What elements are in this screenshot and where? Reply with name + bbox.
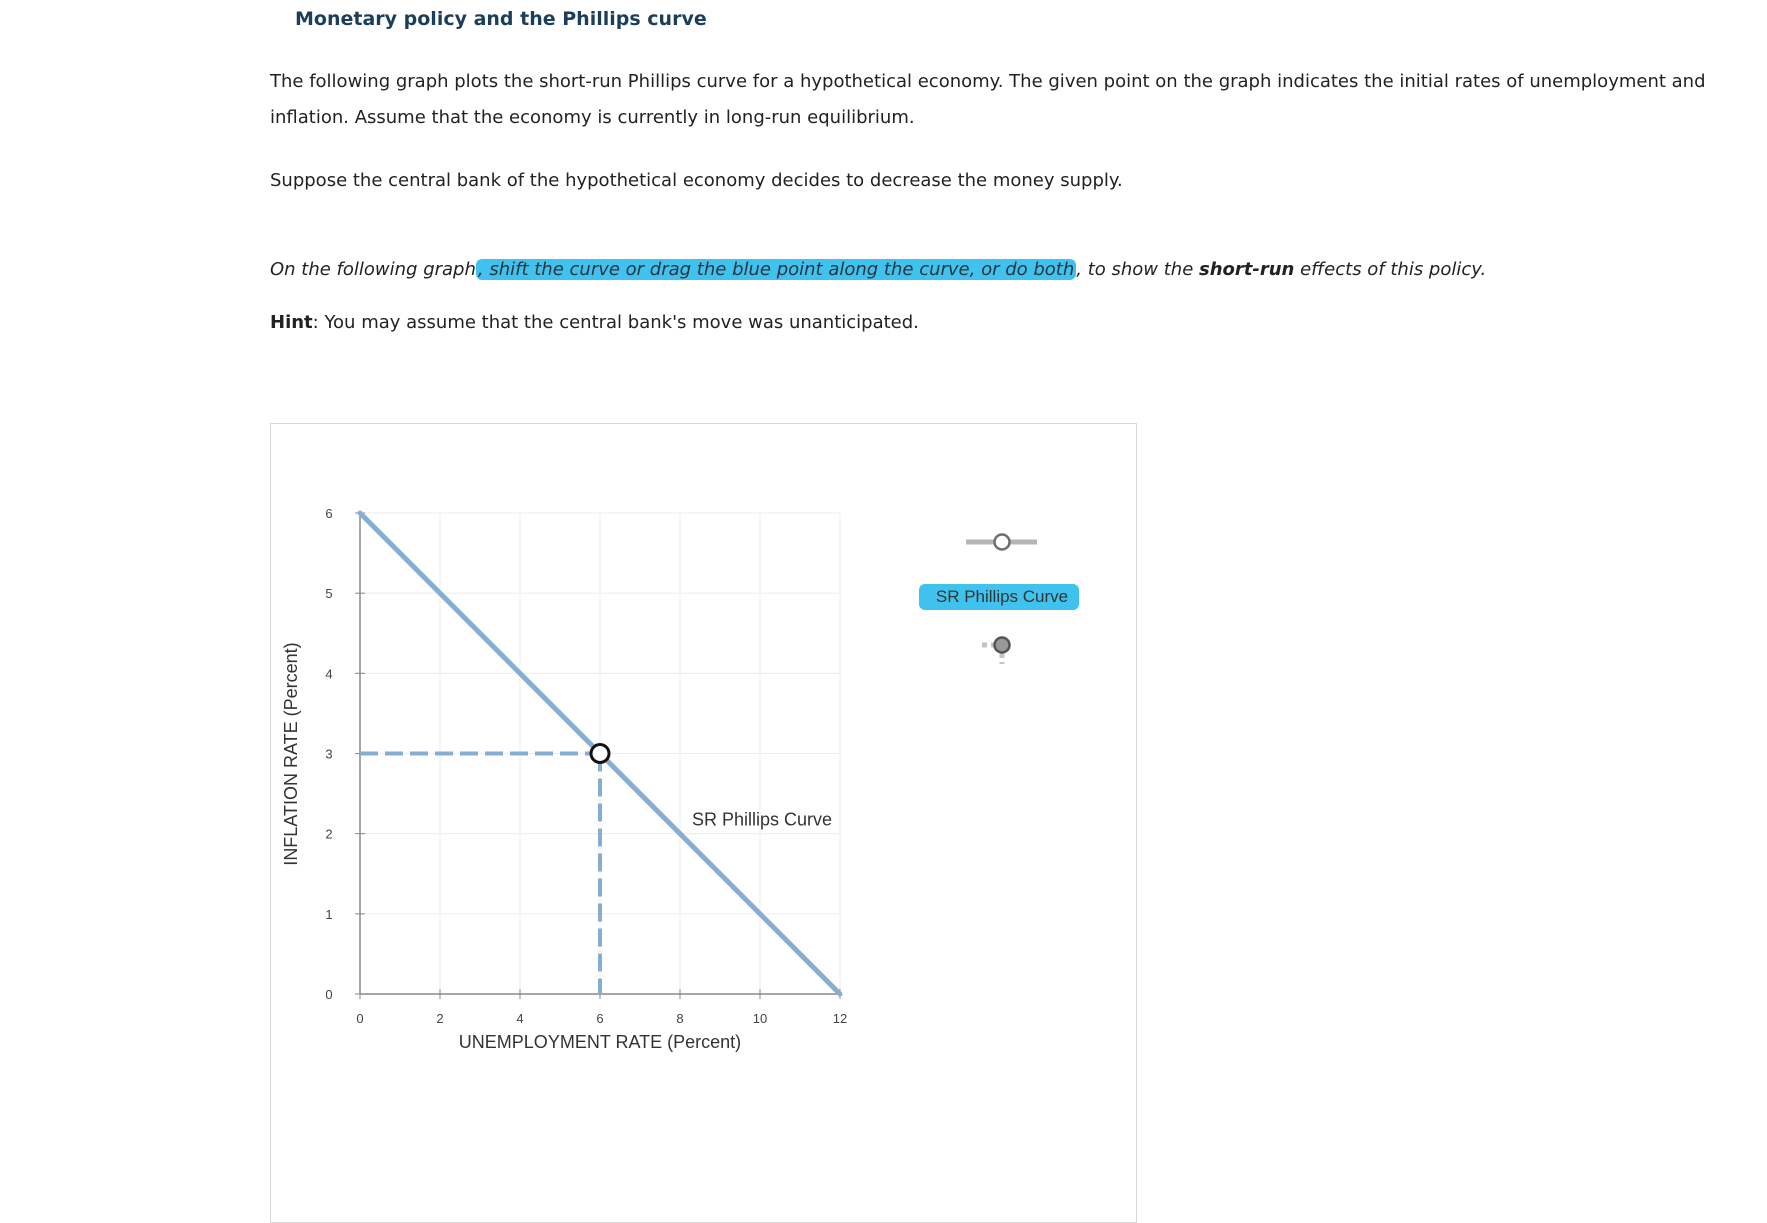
page-title: Monetary policy and the Phillips curve: [295, 8, 707, 30]
graph-panel: [270, 423, 1137, 1223]
legend-curve-label: SR Phillips Curve: [935, 587, 1069, 606]
sr-phillips-curve-label: SR Phillips Curve: [691, 809, 833, 830]
x-tick-label: 2: [436, 1011, 444, 1026]
axes: [325, 506, 847, 1026]
instruction-highlight: , shift the curve or drag the blue point along the curve, or do both: [477, 259, 1075, 280]
hint-label: Hint: [270, 312, 313, 333]
curve-tool[interactable]: [966, 535, 1037, 550]
x-tick-label: 10: [752, 1011, 768, 1026]
y-tick-label: 3: [325, 746, 333, 762]
y-tick-label: 5: [325, 586, 333, 602]
y-tick-label: 2: [325, 826, 333, 842]
phillips-curve-chart: [271, 424, 1138, 1064]
instruction-start: On the following graph: [270, 259, 476, 280]
instruction-paragraph: [270, 252, 1740, 288]
instruction-middle: , to show the: [1076, 259, 1200, 280]
x-tick-label: 0: [356, 1011, 364, 1026]
y-axis-title: INFLATION RATE (Percent): [281, 642, 301, 866]
y-tick-label: 4: [325, 666, 333, 682]
point-tool[interactable]: [982, 638, 1010, 665]
y-tick-label: 1: [325, 906, 333, 922]
curve-tool-handle[interactable]: [995, 535, 1010, 550]
instruction-emphasis: short-run: [1199, 259, 1295, 280]
hint-text: : You may assume that the central bank's move was unanticipated.: [312, 312, 919, 333]
x-tick-label: 12: [832, 1011, 848, 1026]
x-tick-label: 8: [676, 1011, 684, 1026]
policy-paragraph: Suppose the central bank of the hypothetical economy decides to decrease the money supply.: [270, 170, 1123, 191]
equilibrium-point-handle[interactable]: [591, 745, 609, 763]
hint-paragraph: [270, 305, 1740, 341]
y-tick-label: 0: [325, 987, 333, 1002]
point-tool-handle[interactable]: [995, 638, 1010, 653]
instruction-end: effects of this policy.: [1294, 259, 1487, 280]
intro-paragraph: The following graph plots the short-run Phillips curve for a hypothetical economy. The given point on the graph indicates the initial rates of unemployment and inflation. Assume that the economy is currently in long-run equilibrium.: [270, 71, 1706, 128]
x-axis-title: UNEMPLOYMENT RATE (Percent): [458, 1032, 742, 1052]
y-tick-label: 6: [325, 506, 333, 521]
x-tick-label: 4: [516, 1011, 524, 1026]
x-tick-label: 6: [596, 1011, 604, 1026]
legend: [919, 535, 1079, 665]
